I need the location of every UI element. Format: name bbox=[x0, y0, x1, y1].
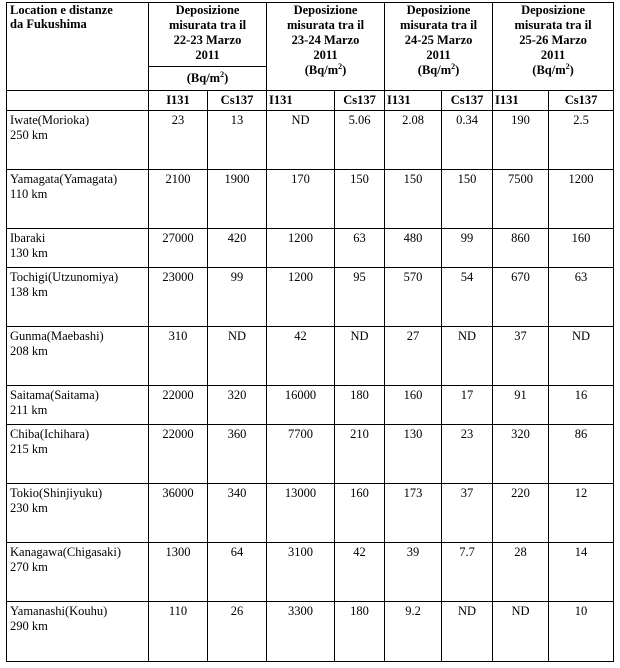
table-row bbox=[7, 268, 614, 327]
cs137-value-cell: 42 bbox=[335, 543, 385, 602]
cs137-value-cell: ND bbox=[442, 327, 493, 386]
i131-value-cell: 670 bbox=[493, 268, 549, 327]
i131-value-cell: 1200 bbox=[267, 268, 335, 327]
location-city: Yamagata(Yamagata) bbox=[10, 171, 118, 186]
period-header-line: misurata tra il bbox=[400, 18, 478, 32]
location-header bbox=[7, 3, 149, 91]
cs137-value-cell: 7.7 bbox=[442, 543, 493, 602]
cs137-value-cell: 54 bbox=[442, 268, 493, 327]
period-header-line: 2011 bbox=[540, 48, 566, 62]
cs137-value-cell: 180 bbox=[335, 385, 385, 424]
unit-label: $(Bq/m^2)$ bbox=[149, 67, 267, 91]
table-row bbox=[7, 543, 614, 602]
isotope-header-blank bbox=[7, 91, 149, 111]
i131-value-cell: ND bbox=[493, 602, 549, 662]
location-cell bbox=[7, 268, 149, 327]
period-header-line: 2011 bbox=[195, 48, 220, 62]
i131-value-cell: 36000 bbox=[149, 484, 208, 543]
i131-value-cell: 1300 bbox=[149, 543, 208, 602]
cs137-value-cell: 12 bbox=[549, 484, 614, 543]
i131-value-cell: 220 bbox=[493, 484, 549, 543]
period-header-line: 22-23 Marzo bbox=[173, 33, 242, 47]
isotope-cs137-header: Cs137 bbox=[335, 91, 385, 111]
cs137-value-cell: 5.06 bbox=[335, 111, 385, 170]
isotope-i131-header: I131 bbox=[493, 91, 549, 111]
location-cell bbox=[7, 602, 149, 662]
period-header-line: misurata tra il bbox=[286, 18, 365, 32]
location-city: Gunma(Maebashi) bbox=[10, 329, 104, 344]
location-city: Saitama(Saitama) bbox=[10, 387, 99, 402]
i131-value-cell: 860 bbox=[493, 228, 549, 267]
i131-value-cell: 480 bbox=[385, 228, 442, 267]
cs137-value-cell: ND bbox=[208, 327, 267, 386]
cs137-value-cell: 1900 bbox=[208, 169, 267, 228]
location-distance: 138 km bbox=[10, 285, 48, 300]
i131-value-cell: 170 bbox=[267, 169, 335, 228]
i131-value-cell: 160 bbox=[385, 385, 442, 424]
i131-value-cell: 28 bbox=[493, 543, 549, 602]
location-header-line: da Fukushima bbox=[10, 17, 87, 31]
cs137-value-cell: 320 bbox=[208, 385, 267, 424]
period-header-24-25 bbox=[385, 3, 493, 91]
location-cell bbox=[7, 228, 149, 267]
cs137-value-cell: 340 bbox=[208, 484, 267, 543]
i131-value-cell: 27000 bbox=[149, 228, 208, 267]
period-header-22-23 bbox=[149, 3, 267, 67]
cs137-value-cell: 180 bbox=[335, 602, 385, 662]
isotope-cs137-header: Cs137 bbox=[208, 91, 267, 111]
i131-value-cell: 2.08 bbox=[385, 111, 442, 170]
cs137-value-cell: 14 bbox=[549, 543, 614, 602]
location-city: Tochigi(Utzunomiya) bbox=[10, 270, 119, 285]
cs137-value-cell: ND bbox=[442, 602, 493, 662]
table-row bbox=[7, 425, 614, 484]
period-header-line: 2011 bbox=[313, 48, 338, 62]
location-cell bbox=[7, 169, 149, 228]
i131-value-cell: 91 bbox=[493, 385, 549, 424]
i131-value-cell: 7700 bbox=[267, 425, 335, 484]
cs137-value-cell: 13 bbox=[208, 111, 267, 170]
cs137-value-cell: 160 bbox=[335, 484, 385, 543]
i131-value-cell: 27 bbox=[385, 327, 442, 386]
location-distance: 110 km bbox=[10, 186, 48, 201]
i131-value-cell: 42 bbox=[267, 327, 335, 386]
location-cell bbox=[7, 484, 149, 543]
period-header-23-24 bbox=[267, 3, 385, 91]
i131-value-cell: 310 bbox=[149, 327, 208, 386]
location-city: Iwate(Morioka) bbox=[10, 113, 90, 127]
location-city: Ibaraki bbox=[10, 230, 46, 245]
location-cell bbox=[7, 111, 149, 170]
location-cell bbox=[7, 425, 149, 484]
cs137-value-cell: 17 bbox=[442, 385, 493, 424]
i131-value-cell: 22000 bbox=[149, 385, 208, 424]
i131-value-cell: 22000 bbox=[149, 425, 208, 484]
table-row bbox=[7, 602, 614, 662]
i131-value-cell: 7500 bbox=[493, 169, 549, 228]
location-distance: 130 km bbox=[10, 245, 48, 260]
isotope-i131-header: I131 bbox=[385, 91, 442, 111]
isotope-header-row bbox=[7, 91, 614, 111]
table-body bbox=[7, 111, 614, 662]
unit-label: $(Bq/m^2)$ bbox=[304, 61, 347, 77]
period-header-line: misurata tra il bbox=[168, 18, 247, 32]
cs137-value-cell: 99 bbox=[442, 228, 493, 267]
cs137-value-cell: 150 bbox=[442, 169, 493, 228]
i131-value-cell: 1200 bbox=[267, 228, 335, 267]
location-distance: 211 km bbox=[10, 402, 48, 417]
location-cell bbox=[7, 385, 149, 424]
location-city: Chiba(Ichihara) bbox=[10, 427, 90, 442]
cs137-value-cell: 2.5 bbox=[549, 111, 614, 170]
location-city: Yamanashi(Kouhu) bbox=[10, 604, 108, 619]
table-header bbox=[7, 3, 614, 111]
location-city: Kanagawa(Chigasaki) bbox=[10, 545, 122, 560]
location-distance: 270 km bbox=[10, 560, 48, 575]
period-header-line: 23-24 Marzo bbox=[291, 33, 360, 47]
period-header-line: 24-25 Marzo bbox=[404, 33, 473, 47]
unit-label: $(Bq/m^2)$ bbox=[532, 61, 574, 77]
cs137-value-cell: 86 bbox=[549, 425, 614, 484]
cs137-value-cell: 16 bbox=[549, 385, 614, 424]
period-header-line: Deposizione bbox=[293, 3, 358, 17]
cs137-value-cell: 63 bbox=[549, 268, 614, 327]
cs137-value-cell: 160 bbox=[549, 228, 614, 267]
i131-value-cell: 13000 bbox=[267, 484, 335, 543]
unit-label: $(Bq/m^2)$ bbox=[417, 61, 460, 77]
cs137-value-cell: 37 bbox=[442, 484, 493, 543]
deposition-table bbox=[6, 2, 614, 662]
isotope-cs137-header: Cs137 bbox=[442, 91, 493, 111]
period-header-line: misurata tra il bbox=[514, 18, 592, 32]
cs137-value-cell: 1200 bbox=[549, 169, 614, 228]
isotope-i131-header: I131 bbox=[267, 91, 335, 111]
cs137-value-cell: ND bbox=[335, 327, 385, 386]
period-header-line: Deposizione bbox=[521, 3, 585, 17]
cs137-value-cell: 420 bbox=[208, 228, 267, 267]
location-distance: 290 km bbox=[10, 619, 48, 634]
cs137-value-cell: 10 bbox=[549, 602, 614, 662]
i131-value-cell: 2100 bbox=[149, 169, 208, 228]
i131-value-cell: 190 bbox=[493, 111, 549, 170]
cs137-value-cell: 0.34 bbox=[442, 111, 493, 170]
cs137-value-cell: 210 bbox=[335, 425, 385, 484]
cs137-value-cell: 26 bbox=[208, 602, 267, 662]
i131-value-cell: 37 bbox=[493, 327, 549, 386]
table-row bbox=[7, 385, 614, 424]
i131-value-cell: 173 bbox=[385, 484, 442, 543]
i131-value-cell: 9.2 bbox=[385, 602, 442, 662]
isotope-i131-header: I131 bbox=[149, 91, 208, 111]
i131-value-cell: 23 bbox=[149, 111, 208, 170]
table-row bbox=[7, 484, 614, 543]
i131-value-cell: 320 bbox=[493, 425, 549, 484]
cs137-value-cell: ND bbox=[549, 327, 614, 386]
location-distance: 215 km bbox=[10, 442, 48, 457]
cs137-value-cell: 64 bbox=[208, 543, 267, 602]
i131-value-cell: 570 bbox=[385, 268, 442, 327]
i131-value-cell: 16000 bbox=[267, 385, 335, 424]
cs137-value-cell: 95 bbox=[335, 268, 385, 327]
location-distance: 208 km bbox=[10, 344, 48, 359]
table-row bbox=[7, 327, 614, 386]
cs137-value-cell: 99 bbox=[208, 268, 267, 327]
cs137-value-cell: 150 bbox=[335, 169, 385, 228]
i131-value-cell: 130 bbox=[385, 425, 442, 484]
table-row bbox=[7, 169, 614, 228]
period-header-line: Deposizione bbox=[406, 3, 471, 17]
period-header-line: 25-26 Marzo bbox=[519, 33, 587, 47]
i131-value-cell: 110 bbox=[149, 602, 208, 662]
cs137-value-cell: 23 bbox=[442, 425, 493, 484]
cs137-value-cell: 63 bbox=[335, 228, 385, 267]
i131-value-cell: 3100 bbox=[267, 543, 335, 602]
cs137-value-cell: 360 bbox=[208, 425, 267, 484]
period-header-25-26 bbox=[493, 3, 614, 91]
location-city: Tokio(Shinjiyuku) bbox=[10, 486, 103, 501]
location-distance: 250 km bbox=[10, 128, 48, 142]
i131-value-cell: 3300 bbox=[267, 602, 335, 662]
period-header-line: Deposizione bbox=[175, 3, 240, 17]
table-row bbox=[7, 228, 614, 267]
isotope-cs137-header: Cs137 bbox=[549, 91, 614, 111]
i131-value-cell: 23000 bbox=[149, 268, 208, 327]
location-cell bbox=[7, 327, 149, 386]
location-header-line: Location e distanze bbox=[10, 3, 113, 17]
i131-value-cell: 39 bbox=[385, 543, 442, 602]
period-header-line: 2011 bbox=[426, 48, 451, 62]
location-cell bbox=[7, 543, 149, 602]
i131-value-cell: ND bbox=[267, 111, 335, 170]
i131-value-cell: 150 bbox=[385, 169, 442, 228]
location-distance: 230 km bbox=[10, 501, 48, 516]
table-row bbox=[7, 111, 614, 170]
